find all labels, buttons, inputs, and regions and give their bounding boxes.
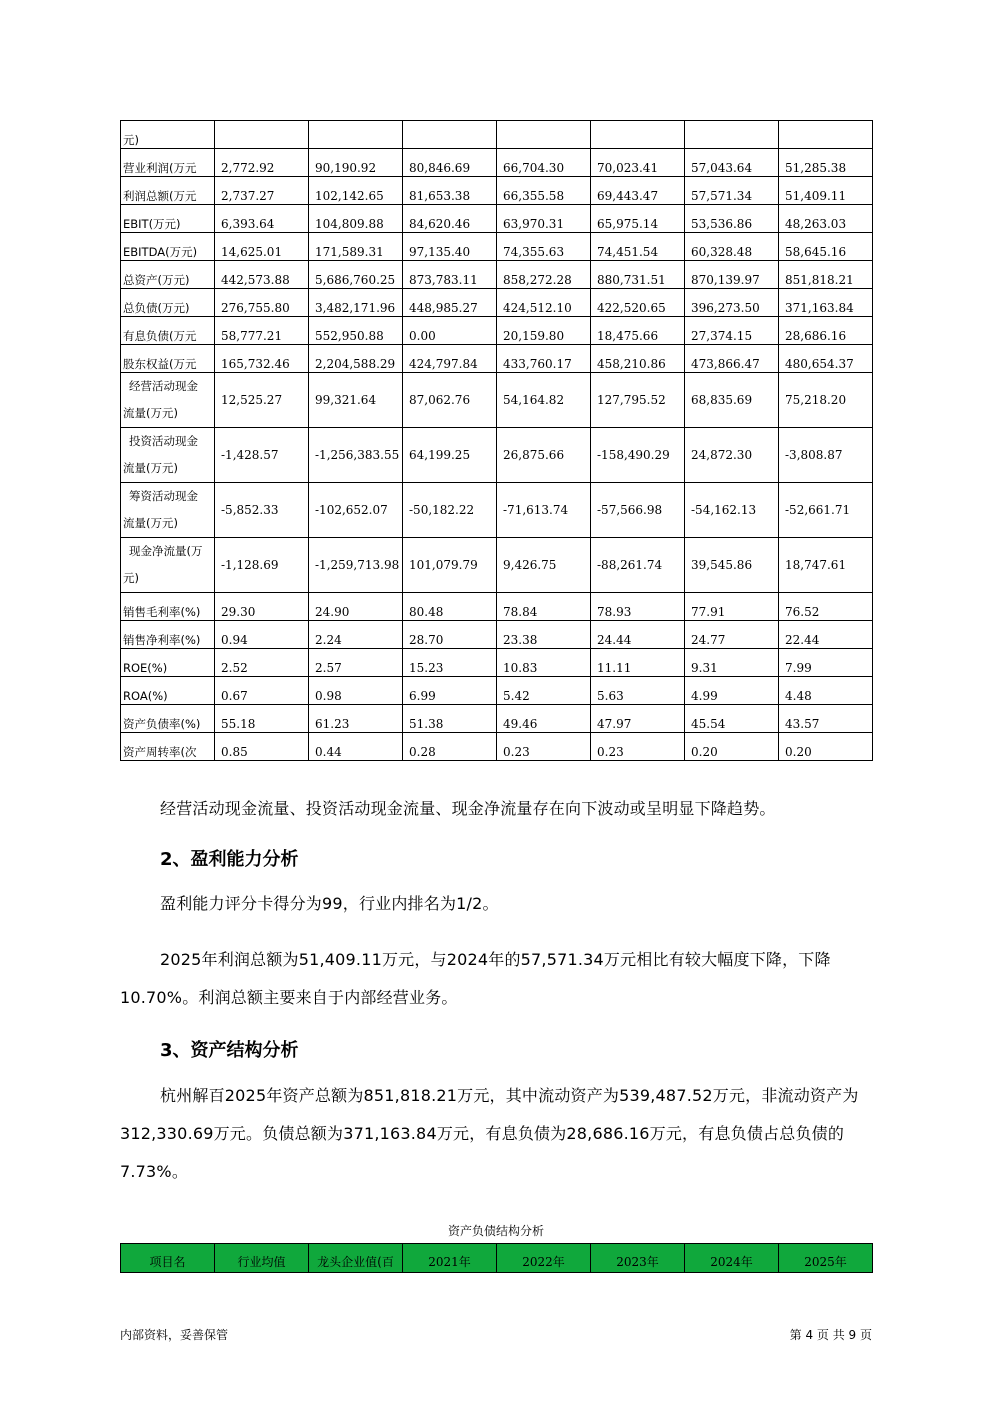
table-row	[121, 289, 873, 317]
table-cell: 458,210.86	[591, 345, 685, 373]
table-cell: 442,573.88	[215, 261, 309, 289]
table-cell: 2.57	[309, 649, 403, 677]
table-cell: 3,482,171.96	[309, 289, 403, 317]
table-cell: 433,760.17	[497, 345, 591, 373]
header-cell: 2023年	[591, 1244, 685, 1273]
table-cell: 51.38	[403, 705, 497, 733]
table-cell: 2.24	[309, 621, 403, 649]
table-row	[121, 205, 873, 233]
table-cell: 11.11	[591, 649, 685, 677]
table-cell: 78.84	[497, 593, 591, 621]
table-cell: 4.48	[779, 677, 873, 705]
table-cell: 15.23	[403, 649, 497, 677]
table-cell: 2,737.27	[215, 177, 309, 205]
table-cell: 20,159.80	[497, 317, 591, 345]
table-cell: 14,625.01	[215, 233, 309, 261]
table-cell: 2.52	[215, 649, 309, 677]
table-row	[121, 705, 873, 733]
table-cell: 97,135.40	[403, 233, 497, 261]
table-row	[121, 428, 873, 483]
table-cell	[309, 121, 403, 149]
table-row	[121, 233, 873, 261]
footer-confidential-note: 内部资料，妥善保管	[120, 1328, 229, 1342]
row-label-line: 投资活动现金	[129, 434, 198, 448]
table-cell: 7.99	[779, 649, 873, 677]
table-cell: 424,797.84	[403, 345, 497, 373]
row-label	[121, 177, 215, 205]
table-cell: 70,023.41	[591, 149, 685, 177]
row-label	[121, 345, 215, 373]
cashflow-trend-paragraph: 经营活动现金流量、投资活动现金流量、现金净流量存在向下波动或呈明显下降趋势。	[160, 799, 776, 818]
row-label	[121, 149, 215, 177]
section-heading-asset-structure: 3、资产结构分析	[160, 1040, 299, 1061]
table-cell: 80,846.69	[403, 149, 497, 177]
table-cell: 22.44	[779, 621, 873, 649]
table-cell: 60,328.48	[685, 233, 779, 261]
row-label-text: 总负债(万元)	[123, 301, 190, 315]
table-cell	[215, 121, 309, 149]
row-label-text: 销售净利率(%)	[123, 633, 201, 647]
asset-structure-paragraph: 杭州解百2025年资产总额为851,818.21万元，其中流动资产为539,487.52万元，非流动资产为312,330.69万元。负债总额为371,163.84万元，有息负债为28,686.16万元，有息负债占总负债的7.73%。	[120, 1086, 859, 1181]
row-label	[121, 317, 215, 345]
table-cell: -71,613.74	[497, 483, 591, 538]
table-row	[121, 677, 873, 705]
row-label	[121, 261, 215, 289]
header-cell: 行业均值	[215, 1244, 309, 1273]
table-cell: 880,731.51	[591, 261, 685, 289]
table-cell: 10.83	[497, 649, 591, 677]
table-cell: 23.38	[497, 621, 591, 649]
table-cell: 6,393.64	[215, 205, 309, 233]
table-cell: 0.98	[309, 677, 403, 705]
header-cell: 龙头企业值(百	[309, 1244, 403, 1273]
table-cell: 61.23	[309, 705, 403, 733]
table-cell: 74,355.63	[497, 233, 591, 261]
table-cell: 54,164.82	[497, 373, 591, 428]
table-cell: 84,620.46	[403, 205, 497, 233]
header-cell: 项目名	[121, 1244, 215, 1273]
table-cell: -1,259,713.98	[309, 538, 403, 593]
table-cell: 4.99	[685, 677, 779, 705]
row-label	[121, 289, 215, 317]
table-cell: 74,451.54	[591, 233, 685, 261]
table-cell	[685, 121, 779, 149]
table-cell: -54,162.13	[685, 483, 779, 538]
row-label	[121, 483, 215, 538]
table-cell: 0.20	[685, 733, 779, 761]
table-cell: 276,755.80	[215, 289, 309, 317]
table-cell: 851,818.21	[779, 261, 873, 289]
table-cell: -50,182.22	[403, 483, 497, 538]
table-cell: 480,654.37	[779, 345, 873, 373]
table-cell: -88,261.74	[591, 538, 685, 593]
table-cell: -158,490.29	[591, 428, 685, 483]
table-cell: 63,970.31	[497, 205, 591, 233]
table-cell: 69,443.47	[591, 177, 685, 205]
table-row	[121, 621, 873, 649]
table-cell: 18,747.61	[779, 538, 873, 593]
row-label-text: 营业利润(万元	[123, 161, 197, 175]
table-row	[121, 483, 873, 538]
table-cell: 101,079.79	[403, 538, 497, 593]
table-cell	[779, 121, 873, 149]
table-cell: 24,872.30	[685, 428, 779, 483]
table-cell: 127,795.52	[591, 373, 685, 428]
table-cell: 371,163.84	[779, 289, 873, 317]
table-cell	[497, 121, 591, 149]
table-cell: 104,809.88	[309, 205, 403, 233]
table-cell: 5.63	[591, 677, 685, 705]
table-cell: 58,645.16	[779, 233, 873, 261]
row-label-text: 资产负债率(%)	[123, 717, 201, 731]
table-cell: 64,199.25	[403, 428, 497, 483]
table-cell: 858,272.28	[497, 261, 591, 289]
row-label-text: 元)	[123, 133, 139, 147]
table-cell: -1,256,383.55	[309, 428, 403, 483]
table-cell: 55.18	[215, 705, 309, 733]
table-row	[121, 177, 873, 205]
table-cell: 0.20	[779, 733, 873, 761]
table-row	[121, 149, 873, 177]
table-cell: 0.94	[215, 621, 309, 649]
row-label	[121, 677, 215, 705]
table-cell: -1,128.69	[215, 538, 309, 593]
table-cell: 75,218.20	[779, 373, 873, 428]
table-cell: 29.30	[215, 593, 309, 621]
table-cell: 448,985.27	[403, 289, 497, 317]
table-cell: 0.85	[215, 733, 309, 761]
table-cell: 87,062.76	[403, 373, 497, 428]
table-cell: -3,808.87	[779, 428, 873, 483]
table-cell: 24.44	[591, 621, 685, 649]
row-label	[121, 733, 215, 761]
table-cell: 870,139.97	[685, 261, 779, 289]
table-cell: 43.57	[779, 705, 873, 733]
table-cell: 57,571.34	[685, 177, 779, 205]
table-cell: 39,545.86	[685, 538, 779, 593]
table-cell: 473,866.47	[685, 345, 779, 373]
table-cell	[591, 121, 685, 149]
table-cell: 2,204,588.29	[309, 345, 403, 373]
structure-table-header-row	[121, 1244, 873, 1273]
financial-indicators-table	[120, 120, 873, 761]
header-cell: 2022年	[497, 1244, 591, 1273]
table-cell: 424,512.10	[497, 289, 591, 317]
table-cell: 5.42	[497, 677, 591, 705]
table-cell: 26,875.66	[497, 428, 591, 483]
row-label-line: 经营活动现金	[129, 379, 198, 393]
table-cell: 81,653.38	[403, 177, 497, 205]
table-cell: 12,525.27	[215, 373, 309, 428]
table-cell: 66,704.30	[497, 149, 591, 177]
table-cell: 171,589.31	[309, 233, 403, 261]
table-cell: 76.52	[779, 593, 873, 621]
table-cell: 0.00	[403, 317, 497, 345]
table-cell: 99,321.64	[309, 373, 403, 428]
table-cell: 2,772.92	[215, 149, 309, 177]
table-cell: -57,566.98	[591, 483, 685, 538]
row-label	[121, 538, 215, 593]
table-cell: 0.44	[309, 733, 403, 761]
header-cell: 2025年	[779, 1244, 873, 1273]
row-label	[121, 205, 215, 233]
table-cell: 396,273.50	[685, 289, 779, 317]
table-cell: 90,190.92	[309, 149, 403, 177]
row-label-text: ROE(%)	[123, 661, 168, 675]
table-cell: 0.23	[591, 733, 685, 761]
table-cell: 27,374.15	[685, 317, 779, 345]
row-label-text: EBITDA(万元)	[123, 245, 198, 259]
table-cell: 28,686.16	[779, 317, 873, 345]
table-cell: -1,428.57	[215, 428, 309, 483]
table-cell: 165,732.46	[215, 345, 309, 373]
table-row	[121, 733, 873, 761]
table-cell: 51,285.38	[779, 149, 873, 177]
row-label-line: 筹资活动现金	[129, 489, 198, 503]
row-label	[121, 705, 215, 733]
table-row	[121, 373, 873, 428]
table-cell: 102,142.65	[309, 177, 403, 205]
table-cell: 58,777.21	[215, 317, 309, 345]
table-row	[121, 538, 873, 593]
table-cell: 0.67	[215, 677, 309, 705]
table-cell: 6.99	[403, 677, 497, 705]
table-row	[121, 649, 873, 677]
row-label	[121, 233, 215, 261]
row-label-line: 现金净流量(万	[129, 544, 203, 558]
table-cell: 0.23	[497, 733, 591, 761]
table-row	[121, 345, 873, 373]
row-label-line: 流量(万元)	[123, 461, 178, 475]
table-cell: 51,409.11	[779, 177, 873, 205]
table-cell: 77.91	[685, 593, 779, 621]
row-label	[121, 649, 215, 677]
row-label-text: 利润总额(万元	[123, 189, 197, 203]
table-cell: 65,975.14	[591, 205, 685, 233]
table-cell: 422,520.65	[591, 289, 685, 317]
table-row	[121, 121, 873, 149]
table-cell	[403, 121, 497, 149]
table-cell: 66,355.58	[497, 177, 591, 205]
asset-liability-structure-table	[120, 1243, 873, 1273]
table-cell: 80.48	[403, 593, 497, 621]
table-row	[121, 261, 873, 289]
table-cell: 78.93	[591, 593, 685, 621]
table-cell: -52,661.71	[779, 483, 873, 538]
table-cell: 24.77	[685, 621, 779, 649]
row-label-text: EBIT(万元)	[123, 217, 181, 231]
row-label-text: 销售毛利率(%)	[123, 605, 201, 619]
table-cell: -102,652.07	[309, 483, 403, 538]
table-cell: 53,536.86	[685, 205, 779, 233]
table-cell: -5,852.33	[215, 483, 309, 538]
row-label-line: 流量(万元)	[123, 406, 178, 420]
footer-page-number: 第 4 页 共 9 页	[789, 1328, 872, 1342]
table-cell: 49.46	[497, 705, 591, 733]
row-label	[121, 621, 215, 649]
table-cell: 24.90	[309, 593, 403, 621]
table-cell: 873,783.11	[403, 261, 497, 289]
table-cell: 0.28	[403, 733, 497, 761]
header-cell: 2024年	[685, 1244, 779, 1273]
table-cell: 45.54	[685, 705, 779, 733]
profit-total-paragraph: 2025年利润总额为51,409.11万元，与2024年的57,571.34万元相比有较大幅度下降，下降10.70%。利润总额主要来自于内部经营业务。	[120, 950, 831, 1007]
table-cell: 28.70	[403, 621, 497, 649]
table-cell: 68,835.69	[685, 373, 779, 428]
section-heading-profitability: 2、盈利能力分析	[160, 849, 299, 870]
table-row	[121, 317, 873, 345]
row-label	[121, 428, 215, 483]
table-cell: 9.31	[685, 649, 779, 677]
table-row	[121, 593, 873, 621]
table-cell: 48,263.03	[779, 205, 873, 233]
table-cell: 47.97	[591, 705, 685, 733]
row-label-text: 有息负债(万元	[123, 329, 197, 343]
row-label-text: 股东权益(万元	[123, 357, 197, 371]
row-label	[121, 373, 215, 428]
row-label-text: ROA(%)	[123, 689, 168, 703]
row-label	[121, 593, 215, 621]
header-cell: 2021年	[403, 1244, 497, 1273]
table-cell: 5,686,760.25	[309, 261, 403, 289]
structure-table-caption: 资产负债结构分析	[447, 1224, 544, 1238]
row-label-line: 流量(万元)	[123, 516, 178, 530]
table-cell: 57,043.64	[685, 149, 779, 177]
row-label-text: 资产周转率(次	[123, 745, 197, 759]
table-cell: 552,950.88	[309, 317, 403, 345]
table-cell: 9,426.75	[497, 538, 591, 593]
profitability-score-paragraph: 盈利能力评分卡得分为99，行业内排名为1/2。	[160, 894, 499, 913]
row-label-line: 元)	[123, 571, 139, 585]
row-label-text: 总资产(万元)	[123, 273, 190, 287]
row-label	[121, 121, 215, 149]
table-cell: 18,475.66	[591, 317, 685, 345]
